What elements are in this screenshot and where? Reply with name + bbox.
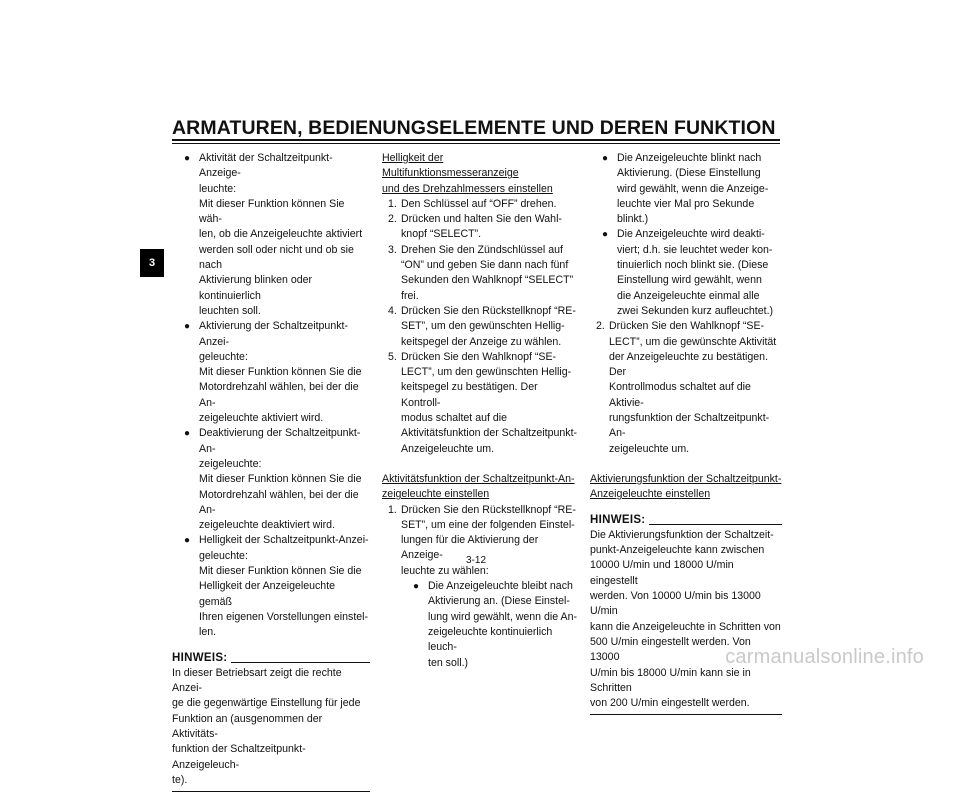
- text-line: Mit dieser Funktion können Sie die: [199, 565, 362, 578]
- note-header: [172, 651, 370, 666]
- text-line: zwei Sekunden kurz aufleuchtet.): [617, 304, 774, 317]
- text-line: Motordrehzahl wählen, bei der die An-: [199, 488, 359, 516]
- note-header: [590, 513, 782, 528]
- page-number: 3-12: [466, 555, 487, 566]
- text-line: Drücken Sie den Rückstellknopf “RE-: [401, 503, 576, 516]
- step-number: 2.: [388, 213, 397, 226]
- text-line: Aktivierung an. (Diese Einstel-: [428, 595, 570, 608]
- text-line: Sekunden den Wahlknopf “SELECT”: [401, 274, 574, 287]
- text-line: leuchten soll.: [199, 304, 261, 317]
- text-line: zeigeleuchte aktiviert wird.: [199, 412, 324, 425]
- text-line: Drücken Sie den Rückstellknopf “RE-: [401, 304, 576, 317]
- list-item: [172, 319, 370, 426]
- list-item: [172, 426, 370, 533]
- text-line: Drücken Sie den Wahlknopf “SE-: [401, 350, 557, 363]
- text-line: In dieser Betriebsart zeigt die rechte Anzei-: [172, 666, 342, 695]
- text-line: Helligkeit der Schaltzeitpunkt-Anzei-: [199, 534, 369, 547]
- list-item: [590, 151, 782, 227]
- list-item: [590, 227, 782, 319]
- step-item: [382, 197, 578, 212]
- text-line: von 200 U/min eingestellt werden.: [590, 697, 750, 710]
- watermark: carmanualsonline.info: [725, 646, 924, 668]
- text-line: Ihren eigenen Vorstellungen einstel-: [199, 610, 369, 623]
- step-item: [382, 503, 578, 579]
- list-item: [172, 533, 370, 640]
- note-text: [172, 666, 370, 788]
- section-heading-activation: [590, 472, 782, 503]
- section-heading-brightness: [382, 151, 578, 197]
- text-line: leuchte:: [199, 182, 237, 195]
- text-line: te).: [172, 773, 188, 786]
- option-list: [382, 579, 578, 671]
- text-line: modus schaltet auf die: [401, 412, 507, 425]
- text-line: kann die Anzeigeleuchte in Schritten von: [590, 620, 781, 633]
- steps-list: [590, 319, 782, 457]
- text-line: len, ob die Anzeigeleuchte aktiviert: [199, 228, 363, 241]
- note-label: HINWEIS:: [172, 651, 228, 664]
- note-label: HINWEIS:: [590, 513, 646, 526]
- list-item: [172, 151, 370, 319]
- text-line: LECT”, um die gewünschte Aktivität: [609, 335, 777, 348]
- step-number: 2.: [596, 320, 605, 333]
- heading-line: Aktivierungsfunktion der Schaltzeitpunkt-: [590, 472, 782, 485]
- section-heading-activity: [382, 472, 578, 503]
- text-line: “ON” und geben Sie dann nach fünf: [401, 259, 569, 272]
- text-line: Kontrollmodus schaltet auf die Aktivie-: [609, 381, 751, 409]
- text-line: leuchte vier Mal pro Sekunde: [617, 197, 755, 210]
- step-item: [382, 350, 578, 457]
- text-line: Aktivierung der Schaltzeitpunkt-Anzei-: [199, 320, 348, 348]
- text-line: zeigeleuchte kontinuierlich leuch-: [428, 625, 553, 654]
- note-rule: [649, 524, 782, 525]
- text-line: Deaktivierung der Schaltzeitpunkt-An-: [199, 427, 361, 455]
- text-line: funktion der Schaltzeitpunkt-Anzeigeleuch-: [172, 743, 306, 771]
- text-line: Drehen Sie den Zündschlüssel auf: [401, 243, 563, 256]
- column-2: [382, 151, 578, 671]
- text-line: viert; d.h. sie leuchtet weder kon-: [617, 243, 773, 256]
- feature-list: [172, 151, 370, 641]
- heading-line: zeigeleuchte einstellen: [382, 488, 490, 501]
- text-line: werden soll oder nicht und ob sie nach: [199, 243, 354, 272]
- text-line: Motordrehzahl wählen, bei der die An-: [199, 381, 359, 409]
- bullet-icon: ●: [184, 428, 191, 440]
- step-item: [382, 304, 578, 350]
- text-line: geleuchte:: [199, 549, 248, 562]
- text-line: Mit dieser Funktion können Sie wäh-: [199, 197, 345, 226]
- text-line: Einstellung wird gewählt, wenn: [617, 274, 762, 287]
- steps-list: [382, 503, 578, 579]
- text-line: Die Aktivierungsfunktion der Schaltzeit-: [590, 528, 774, 541]
- text-line: Die Anzeigeleuchte bleibt nach: [428, 580, 573, 593]
- text-line: die Anzeigeleuchte einmal alle: [617, 289, 760, 302]
- list-item: [382, 579, 578, 671]
- step-number: 5.: [388, 350, 397, 363]
- bullet-icon: ●: [184, 153, 191, 164]
- step-number: 4.: [388, 304, 397, 317]
- heading-line: Anzeigeleuchte einstellen: [590, 488, 711, 501]
- column-3: [590, 151, 782, 715]
- step-item: [382, 243, 578, 304]
- text-line: der Anzeigeleuchte zu bestätigen. Der: [609, 350, 769, 379]
- bullet-icon: ●: [184, 535, 191, 547]
- text-line: Drücken und halten Sie den Wahl-: [401, 213, 562, 226]
- text-line: Den Schlüssel auf “OFF” drehen.: [401, 197, 557, 210]
- text-line: zeigeleuchte:: [199, 457, 262, 470]
- title-rule: [172, 139, 780, 141]
- text-line: Aktivierung blinken oder kontinuierlich: [199, 274, 313, 302]
- heading-line: Helligkeit der Multifunktionsmesseranzeige: [382, 152, 519, 180]
- text-line: knopf “SELECT”.: [401, 228, 482, 241]
- step-item: [382, 212, 578, 243]
- text-line: ge die gegenwärtige Einstellung für jede: [172, 697, 361, 710]
- text-line: Aktivität der Schaltzeitpunkt-Anzeige-: [199, 152, 333, 180]
- bullet-icon: ●: [602, 153, 609, 164]
- text-line: zeigeleuchte deaktiviert wird.: [199, 519, 336, 532]
- text-line: wird gewählt, wenn die Anzeige-: [617, 182, 769, 195]
- text-line: 10000 U/min und 18000 U/min eingestellt: [590, 559, 734, 587]
- text-line: keitspegel zu bestätigen. Der Kontroll-: [401, 381, 538, 409]
- text-line: SET”, um eine der folgenden Einstel-: [401, 518, 575, 531]
- text-line: U/min bis 18000 U/min kann sie in Schritten: [590, 666, 751, 694]
- text-line: leuchte zu wählen:: [401, 564, 489, 577]
- note-rule: [231, 662, 370, 663]
- step-item: [590, 319, 782, 457]
- chapter-tab: 3: [140, 249, 164, 277]
- text-line: SET”, um den gewünschten Hellig-: [401, 320, 565, 333]
- option-list: [590, 151, 782, 319]
- text-line: Helligkeit der Anzeigeleuchte gemäß: [199, 580, 336, 608]
- text-line: Die Anzeigeleuchte blinkt nach: [617, 152, 762, 164]
- text-line: tinuierlich noch blinkt sie. (Diese: [617, 259, 769, 272]
- text-line: Mit dieser Funktion können Sie die: [199, 366, 362, 379]
- text-line: lung wird gewählt, wenn die An-: [428, 610, 577, 623]
- steps-list: [382, 197, 578, 457]
- heading-line: und des Drehzahlmessers einstellen: [382, 182, 553, 195]
- note-text: [590, 528, 782, 712]
- text-line: zeigeleuchte um.: [609, 442, 690, 455]
- column-1: [172, 151, 370, 792]
- text-line: len.: [199, 626, 217, 639]
- page-title: ARMATUREN, BEDIENUNGSELEMENTE UND DEREN FUNKTION: [172, 117, 776, 139]
- heading-line: Aktivitätsfunktion der Schaltzeitpunkt-An-: [382, 472, 575, 485]
- text-line: Mit dieser Funktion können Sie die: [199, 473, 362, 486]
- text-line: Die Anzeigeleuchte wird deakti-: [617, 228, 765, 241]
- text-line: blinkt.): [617, 213, 649, 226]
- text-line: rungsfunktion der Schaltzeitpunkt-An-: [609, 412, 770, 440]
- spacer: [590, 457, 782, 472]
- text-line: keitspegel der Anzeige zu wählen.: [401, 335, 562, 348]
- text-line: frei.: [401, 289, 419, 302]
- text-line: Drücken Sie den Wahlknopf “SE-: [609, 320, 765, 333]
- text-line: Aktivierung. (Diese Einstellung: [617, 167, 761, 180]
- text-line: Funktion an (ausgenommen der Aktivitäts-: [172, 712, 323, 740]
- step-number: 1.: [388, 503, 397, 516]
- bullet-icon: ●: [184, 321, 191, 333]
- text-line: Anzeigeleuchte um.: [401, 442, 495, 455]
- text-line: 500 U/min eingestellt werden. Von 13000: [590, 635, 751, 664]
- bullet-icon: ●: [602, 229, 609, 241]
- text-line: LECT”, um den gewünschten Hellig-: [401, 366, 572, 379]
- text-line: geleuchte:: [199, 350, 248, 363]
- step-number: 1.: [388, 197, 397, 210]
- text-line: punkt-Anzeigeleuchte kann zwischen: [590, 544, 765, 557]
- bullet-icon: ●: [413, 581, 420, 593]
- text-line: werden. Von 10000 U/min bis 13000 U/min: [590, 590, 761, 618]
- text-line: Aktivitätsfunktion der Schaltzeitpunkt-: [401, 427, 578, 440]
- spacer: [382, 457, 578, 472]
- text-line: ten soll.): [428, 656, 469, 669]
- note-end-rule: [590, 714, 782, 715]
- step-number: 3.: [388, 243, 397, 256]
- title-rule-thin: [172, 143, 780, 144]
- text-line: lungen für die Aktivierung der Anzeige-: [401, 534, 539, 562]
